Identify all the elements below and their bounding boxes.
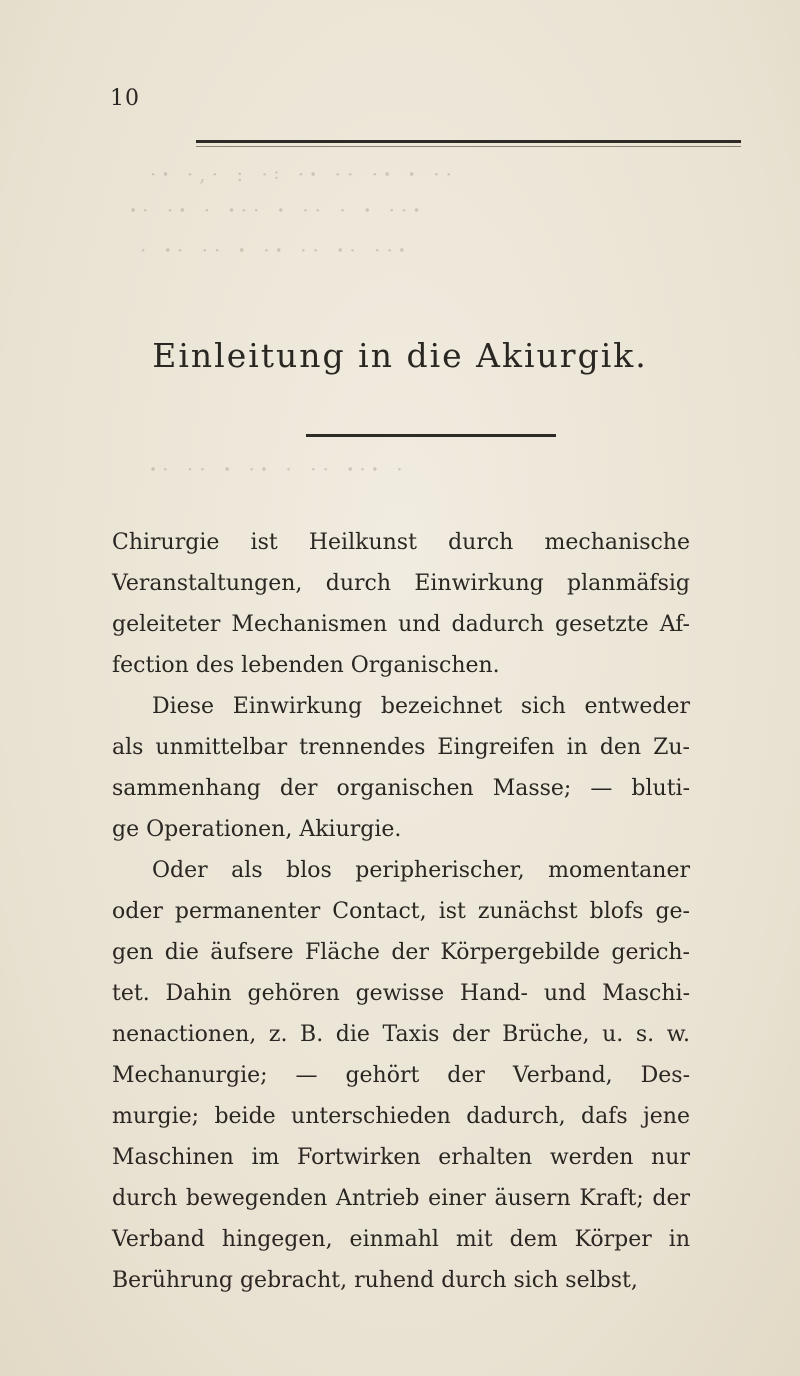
text-line: als unmittelbar trennendes Eingreifen in den Zu- — [112, 735, 690, 760]
text-line: Diese Einwirkung bezeichnet sich entweder — [152, 694, 690, 719]
text-line: Oder als blos peripherischer, momentaner — [152, 858, 690, 883]
header-rule — [196, 140, 741, 143]
show-through-texture: ꞏ· ·ꞏ · ꞏ·· ꞏ ·· · ꞏ ··ꞏ — [130, 198, 426, 222]
text-line: Veranstaltungen, durch Einwirkung planmäfsig — [112, 571, 690, 596]
text-line: murgie; beide unterschieden dadurch, dafs jene — [112, 1104, 690, 1129]
title-underline-rule — [306, 434, 556, 437]
text-line: oder permanenter Contact, ist zunächst blofs ge- — [112, 899, 690, 924]
text-line: tet. Dahin gehören gewisse Hand- und Maschi- — [112, 981, 690, 1006]
text-line: nenactionen, z. B. die Taxis der Brüche, u. s. w. — [112, 1022, 690, 1047]
page-number: 10 — [110, 86, 140, 111]
text-line: geleiteter Mechanismen und dadurch gesetzte Af- — [112, 612, 690, 637]
text-line: Berührung gebracht, ruhend durch sich selbst, — [112, 1268, 638, 1293]
chapter-title: Einleitung in die Akiurgik. — [152, 336, 648, 375]
body-text — [112, 522, 690, 1301]
text-line: Maschinen im Fortwirken erhalten werden nur — [112, 1145, 690, 1170]
show-through-texture: · ꞏ· ·· ꞏ ·ꞏ ·· ꞏ· ··ꞏ — [140, 238, 411, 262]
show-through-texture: ·ꞏ ·,· : ·꞉ ·ꞏ ·· ·ꞏ ꞏ ·· — [150, 162, 458, 186]
text-line: ge Operationen, Akiurgie. — [112, 817, 402, 842]
text-line: gen die äufsere Fläche der Körpergebilde gerich- — [112, 940, 690, 965]
text-line: Verband hingegen, einmahl mit dem Körper in — [112, 1227, 690, 1252]
text-line: durch bewegenden Antrieb einer äusern Kraft; der — [112, 1186, 690, 1211]
text-line: Chirurgie ist Heilkunst durch mechanische — [112, 530, 690, 555]
show-through-texture: ꞏ· ·· ꞏ ·ꞏ · ·· ꞏ·ꞏ · — [150, 457, 409, 481]
text-line: Mechanurgie; — gehört der Verband, Des- — [112, 1063, 690, 1088]
text-line: fection des lebenden Organischen. — [112, 653, 500, 678]
text-line: sammenhang der organischen Masse; — bluti- — [112, 776, 690, 801]
